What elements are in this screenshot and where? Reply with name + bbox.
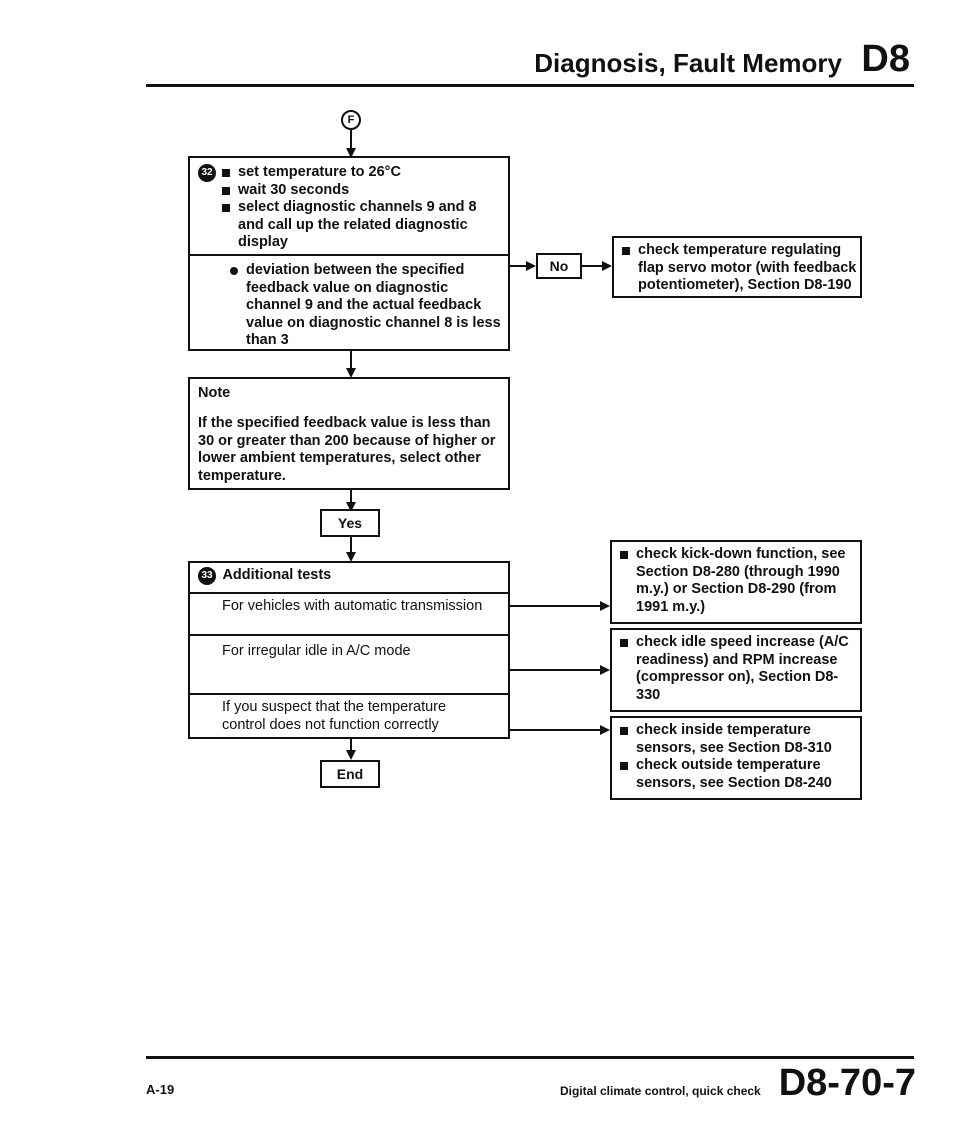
step33-divider	[190, 634, 508, 636]
step33-row-2: For irregular idle in A/C mode	[222, 643, 411, 659]
no-label-box	[536, 253, 582, 279]
action-item: check outside temperature sensors, see Section D8-240	[618, 757, 858, 792]
step32-item: wait 30 seconds	[220, 182, 498, 200]
step32-item: set temperature to 26°C	[220, 164, 498, 182]
step33-number: 33	[198, 567, 216, 585]
yes-label: Yes	[337, 515, 363, 531]
no-action-item: check temperature regulating flap servo motor (with feedback potentiometer), Section D8-190	[620, 242, 858, 295]
action-item: check kick-down function, see Section D8-280 (through 1990 m.y.) or Section D8-290 (from 1991 m.y.)	[618, 546, 858, 616]
step33-row-1: For vehicles with automatic transmission	[222, 598, 483, 614]
action-item: check inside temperature sensors, see Section D8-310	[618, 722, 858, 757]
no-action-box	[612, 236, 862, 298]
step32-number: 32	[198, 164, 216, 182]
step33-divider	[190, 693, 508, 695]
step33-title: Additional tests	[222, 567, 332, 584]
action-box-3	[610, 716, 862, 800]
end-label: End	[336, 766, 364, 782]
step33-divider	[190, 592, 508, 594]
no-arrow-1	[526, 261, 536, 271]
page-header	[0, 38, 912, 88]
action-list	[618, 546, 858, 616]
action-line-1	[510, 605, 602, 607]
flow-arrow	[346, 750, 356, 760]
header-title: Diagnosis, Fault Memory	[534, 48, 842, 78]
no-arrow-2	[602, 261, 612, 271]
step32-divider	[190, 254, 508, 256]
action-arrow-2	[600, 665, 610, 675]
no-label: No	[549, 258, 569, 274]
footer-rule	[146, 1056, 914, 1059]
footer-left: A-19	[146, 1082, 175, 1097]
action-list	[618, 634, 858, 704]
step33-row-3: If you suspect that the temperature control does not function correctly	[222, 699, 447, 733]
action-item: check idle speed increase (A/C readiness) and RPM increase (compressor on), Section D8-330	[618, 634, 858, 704]
step32-condition: deviation between the specified feedback value on diagnostic channel 9 and the actual feedback value on diagnostic channel 8 is less than 3	[228, 262, 506, 350]
end-label-box	[320, 760, 380, 788]
action-line-2	[510, 669, 602, 671]
footer-page: D8-70-7	[778, 1062, 916, 1104]
action-list	[618, 722, 858, 792]
action-line-3	[510, 729, 602, 731]
step32-box	[188, 156, 510, 351]
step33-box	[188, 561, 510, 739]
no-action-list	[620, 242, 858, 295]
connector-f	[341, 110, 361, 130]
note-text: If the specified feedback value is less than 30 or greater than 200 because of higher or lower ambient temperatures, select other temperature.	[198, 415, 496, 484]
action-box-2	[610, 628, 862, 712]
step32-condition-list	[228, 262, 506, 350]
yes-label-box	[320, 509, 380, 537]
header-rule	[146, 84, 914, 87]
step33-header	[198, 567, 331, 585]
action-arrow-3	[600, 725, 610, 735]
note-box	[188, 377, 510, 490]
header-section: D8	[861, 38, 910, 80]
step32-list	[220, 164, 498, 252]
note-title: Note	[198, 385, 231, 401]
connector-f-label: F	[341, 110, 361, 130]
step32-item: select diagnostic channels 9 and 8 and call up the related diagnostic display	[220, 199, 498, 252]
footer-caption: Digital climate control, quick check	[560, 1084, 761, 1098]
action-box-1	[610, 540, 862, 624]
step32-header	[198, 164, 498, 252]
action-arrow-1	[600, 601, 610, 611]
